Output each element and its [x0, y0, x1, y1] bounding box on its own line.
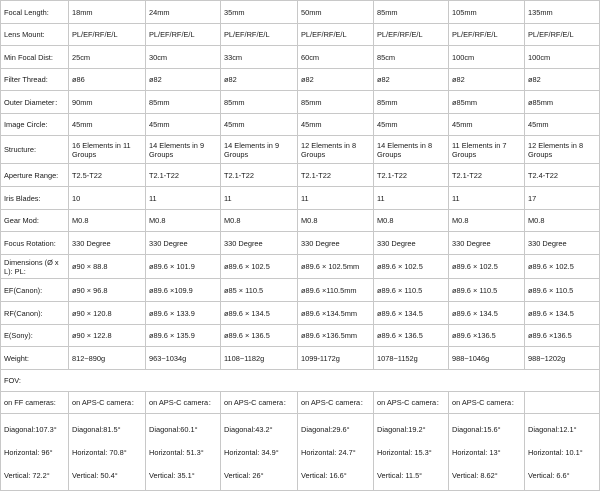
table-cell: ø82 [298, 69, 374, 91]
table-cell: ø90 × 96.8 [69, 279, 146, 302]
table-cell: T2.1-T22 [146, 164, 221, 187]
table-cell: 24mm [146, 1, 221, 24]
row-label: Weight: [1, 347, 69, 370]
table-cell: 11 [298, 187, 374, 210]
table-cell: ø89.6 × 102.5 [374, 255, 449, 279]
table-cell: ø89.6 ×136.5 [525, 325, 600, 347]
fov-values-cell [298, 414, 374, 491]
fov-diagonal: Diagonal:12.1° [528, 424, 577, 434]
table-cell: PL/EF/RF/E/L [298, 24, 374, 46]
row-label: EF(Canon): [1, 279, 69, 302]
table-cell: M0.8 [221, 210, 298, 232]
fov-horizontal: Horizontal: 13° [452, 447, 501, 457]
table-cell: PL/EF/RF/E/L [146, 24, 221, 46]
table-cell: 11 [146, 187, 221, 210]
table-cell: ø89.6 × 134.5 [221, 302, 298, 325]
table-cell: T2.1-T22 [221, 164, 298, 187]
fov-camera-cell: on APS-C camera： [374, 392, 449, 414]
table-cell: PL/EF/RF/E/L [525, 24, 600, 46]
table-cell: 11 Elements in 7 Groups [449, 136, 525, 164]
table-cell: ø89.6 × 102.5 [221, 255, 298, 279]
table-cell: ø89.6 × 110.5 [525, 279, 600, 302]
table-cell: 14 Elements in 9 Groups [221, 136, 298, 164]
table-cell: ø82 [449, 69, 525, 91]
table-cell: PL/EF/RF/E/L [374, 24, 449, 46]
fov-values-cell [449, 414, 525, 491]
table-row [1, 114, 600, 136]
table-cell: ø89.6 × 134.5 [374, 302, 449, 325]
table-cell: T2.5-T22 [69, 164, 146, 187]
table-cell: ø85mm [525, 91, 600, 114]
table-cell: 105mm [449, 1, 525, 24]
table-row [1, 210, 600, 232]
table-cell: 35mm [221, 1, 298, 24]
table-cell: 330 Degree [146, 232, 221, 255]
table-cell: ø89.6 × 110.5 [374, 279, 449, 302]
table-cell: M0.8 [146, 210, 221, 232]
table-cell: ø85 × 110.5 [221, 279, 298, 302]
table-cell: 45mm [449, 114, 525, 136]
row-label: Focus Rotation: [1, 232, 69, 255]
fov-vertical: Vertical: 11.5° [377, 470, 423, 480]
row-label: Aperture Range: [1, 164, 69, 187]
table-cell: 85cm [374, 46, 449, 69]
row-label: Dimensions (Ø x L): PL: [1, 255, 69, 279]
table-row [1, 325, 600, 347]
fov-values-cell [1, 414, 69, 491]
table-cell: 90mm [69, 91, 146, 114]
table-cell: ø89.6 × 136.5 [374, 325, 449, 347]
fov-horizontal: Horizontal: 70.8° [72, 447, 127, 457]
table-cell: 330 Degree [69, 232, 146, 255]
row-label: Filter Thread: [1, 69, 69, 91]
row-label: Structure: [1, 136, 69, 164]
table-cell: ø89.6 ×136.5 [449, 325, 525, 347]
fov-diagonal: Diagonal:15.6° [452, 424, 501, 434]
table-cell: 330 Degree [298, 232, 374, 255]
table-cell: 12 Elements in 8 Groups [525, 136, 600, 164]
table-row [1, 46, 600, 69]
fov-vertical: Vertical: 6.6° [528, 470, 570, 480]
table-cell: ø89.6 × 102.5 [449, 255, 525, 279]
table-cell: M0.8 [449, 210, 525, 232]
table-row [1, 187, 600, 210]
table-cell: ø89.6 × 134.5 [525, 302, 600, 325]
table-cell: 45mm [69, 114, 146, 136]
fov-label: FOV: [1, 370, 600, 392]
table-cell: 45mm [374, 114, 449, 136]
table-cell: ø89.6 × 110.5 [449, 279, 525, 302]
row-label: RF(Canon): [1, 302, 69, 325]
table-cell: 988~1202g [525, 347, 600, 370]
table-cell: 11 [221, 187, 298, 210]
row-label: Lens Mount: [1, 24, 69, 46]
fov-camera-cell: on APS-C camera： [449, 392, 525, 414]
table-cell: 85mm [298, 91, 374, 114]
table-cell: 330 Degree [449, 232, 525, 255]
table-cell: ø90 × 120.8 [69, 302, 146, 325]
row-label: Gear Mod: [1, 210, 69, 232]
table-cell: M0.8 [298, 210, 374, 232]
fov-diagonal: Diagonal:107.3° [4, 424, 57, 434]
table-cell: PL/EF/RF/E/L [221, 24, 298, 46]
table-cell: 85mm [146, 91, 221, 114]
fov-vertical: Vertical: 8.62° [452, 470, 498, 480]
fov-values-cell [221, 414, 298, 491]
fov-vertical: Vertical: 50.4° [72, 470, 118, 480]
fov-horizontal: Horizontal: 24.7° [301, 447, 356, 457]
table-row [1, 1, 600, 24]
table-cell: ø89.6 × 134.5 [449, 302, 525, 325]
table-cell: 30cm [146, 46, 221, 69]
table-cell: T2.1-T22 [298, 164, 374, 187]
fov-values-row [1, 414, 600, 491]
table-cell: 16 Elements in 11 Groups [69, 136, 146, 164]
table-cell: 14 Elements in 9 Groups [146, 136, 221, 164]
table-row [1, 255, 600, 279]
fov-diagonal: Diagonal:60.1° [149, 424, 198, 434]
table-cell: T2.4-T22 [525, 164, 600, 187]
table-cell: 25cm [69, 46, 146, 69]
table-cell: ø85mm [449, 91, 525, 114]
table-row [1, 347, 600, 370]
fov-horizontal: Horizontal: 15.3° [377, 447, 432, 457]
table-cell: ø90 × 88.8 [69, 255, 146, 279]
table-cell: 60cm [298, 46, 374, 69]
row-label: Image Circle: [1, 114, 69, 136]
table-row [1, 279, 600, 302]
table-cell: 963~1034g [146, 347, 221, 370]
table-row [1, 91, 600, 114]
table-cell: PL/EF/RF/E/L [449, 24, 525, 46]
table-cell: T2.1-T22 [449, 164, 525, 187]
table-cell: ø89.6 × 101.9 [146, 255, 221, 279]
fov-horizontal: Horizontal: 96° [4, 447, 53, 457]
table-cell: ø89.6 ×136.5mm [298, 325, 374, 347]
table-cell: M0.8 [69, 210, 146, 232]
table-cell: 988~1046g [449, 347, 525, 370]
fov-diagonal: Diagonal:19.2° [377, 424, 426, 434]
fov-vertical: Vertical: 35.1° [149, 470, 195, 480]
fov-horizontal: Horizontal: 34.9° [224, 447, 279, 457]
fov-header-row [1, 370, 600, 392]
table-cell: ø89.6 × 135.9 [146, 325, 221, 347]
table-cell: 85mm [221, 91, 298, 114]
table-cell: 45mm [146, 114, 221, 136]
table-cell: ø89.6 ×109.9 [146, 279, 221, 302]
fov-vertical: Vertical: 26° [224, 470, 264, 480]
table-row [1, 69, 600, 91]
fov-camera-empty [525, 392, 600, 414]
table-row [1, 164, 600, 187]
table-cell: ø89.6 ×110.5mm [298, 279, 374, 302]
row-label: Min Focal Dist: [1, 46, 69, 69]
row-label: Iris Blades: [1, 187, 69, 210]
fov-values-cell [374, 414, 449, 491]
table-cell: 812~890g [69, 347, 146, 370]
fov-camera-row [1, 392, 600, 414]
table-cell: 85mm [374, 91, 449, 114]
fov-values-cell [69, 414, 146, 491]
table-cell: ø89.6 × 136.5 [221, 325, 298, 347]
fov-horizontal: Horizontal: 10.1° [528, 447, 583, 457]
fov-vertical: Vertical: 16.6° [301, 470, 347, 480]
table-cell: T2.1-T22 [374, 164, 449, 187]
table-cell: 135mm [525, 1, 600, 24]
table-cell: 17 [525, 187, 600, 210]
table-cell: 10 [69, 187, 146, 210]
row-label: Focal Length: [1, 1, 69, 24]
fov-camera-cell: on APS-C camera： [146, 392, 221, 414]
table-cell: 45mm [298, 114, 374, 136]
fov-diagonal: Diagonal:81.5° [72, 424, 121, 434]
table-cell: ø82 [146, 69, 221, 91]
table-cell: M0.8 [525, 210, 600, 232]
fov-values-cell [525, 414, 600, 491]
table-cell: 330 Degree [374, 232, 449, 255]
table-cell: 100cm [449, 46, 525, 69]
table-cell: ø90 × 122.8 [69, 325, 146, 347]
table-cell: ø89.6 × 133.9 [146, 302, 221, 325]
table-cell: ø89.6 × 102.5mm [298, 255, 374, 279]
fov-values-cell [146, 414, 221, 491]
table-row [1, 24, 600, 46]
fov-vertical: Vertical: 72.2° [4, 470, 50, 480]
table-cell: 85mm [374, 1, 449, 24]
table-cell: 45mm [221, 114, 298, 136]
row-label: Outer Diameter： [1, 91, 69, 114]
table-cell: 45mm [525, 114, 600, 136]
table-cell: 50mm [298, 1, 374, 24]
table-cell: ø82 [221, 69, 298, 91]
table-cell: ø86 [69, 69, 146, 91]
table-cell: M0.8 [374, 210, 449, 232]
table-cell: 11 [374, 187, 449, 210]
table-cell: 11 [449, 187, 525, 210]
fov-camera-cell: on APS-C camera： [69, 392, 146, 414]
fov-diagonal: Diagonal:29.6° [301, 424, 350, 434]
table-cell: 12 Elements in 8 Groups [298, 136, 374, 164]
table-cell: ø89.6 ×134.5mm [298, 302, 374, 325]
table-cell: 18mm [69, 1, 146, 24]
fov-horizontal: Horizontal: 51.3° [149, 447, 204, 457]
fov-diagonal: Diagonal:43.2° [224, 424, 273, 434]
table-cell: 330 Degree [221, 232, 298, 255]
table-cell: ø82 [525, 69, 600, 91]
table-cell: 33cm [221, 46, 298, 69]
table-cell: 1108~1182g [221, 347, 298, 370]
row-label: E(Sony): [1, 325, 69, 347]
table-cell: ø82 [374, 69, 449, 91]
table-cell: ø89.6 × 102.5 [525, 255, 600, 279]
table-row [1, 232, 600, 255]
table-cell: 14 Elements in 8 Groups [374, 136, 449, 164]
table-cell: 100cm [525, 46, 600, 69]
table-cell: 1078~1152g [374, 347, 449, 370]
table-cell: PL/EF/RF/E/L [69, 24, 146, 46]
table-cell: 1099-1172g [298, 347, 374, 370]
table-row [1, 302, 600, 325]
fov-camera-label: on FF cameras: [1, 392, 69, 414]
fov-camera-cell: on APS-C camera： [298, 392, 374, 414]
table-cell: 330 Degree [525, 232, 600, 255]
table-row [1, 136, 600, 164]
fov-camera-cell: on APS-C camera： [221, 392, 298, 414]
spec-table-body [1, 1, 600, 491]
